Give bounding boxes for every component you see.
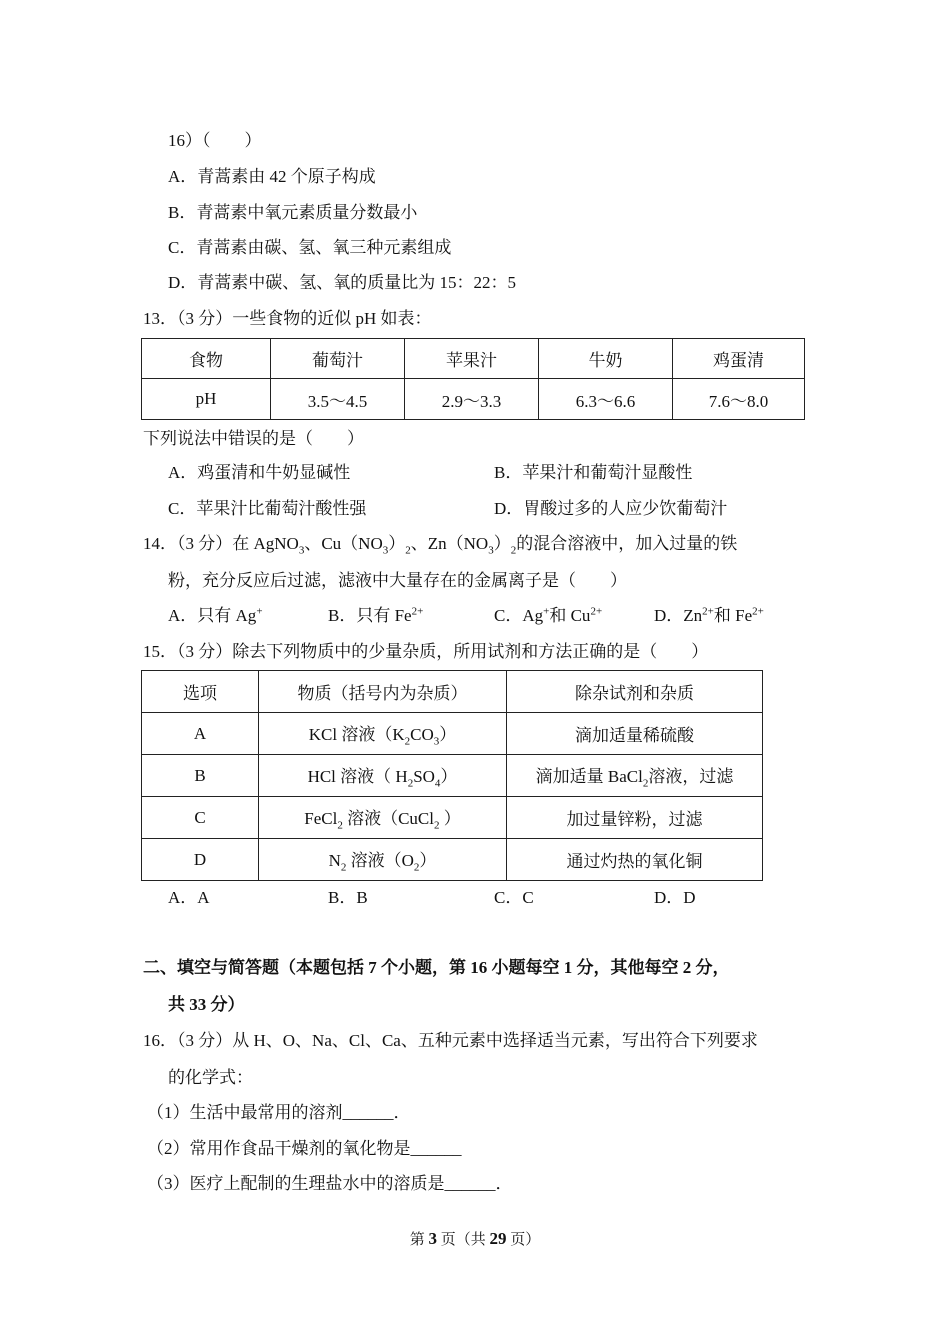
- q12-option-d: D．青蒿素中碳、氢、氧的质量比为 15：22：5: [168, 273, 517, 292]
- ph-table-cell: 7.6～8.0: [673, 379, 805, 420]
- total-pages: 29: [489, 1229, 507, 1248]
- q13-option-c: C．苹果汁比葡萄汁酸性强: [168, 499, 367, 518]
- q16-stem: 16．（3 分）从 H、O、Na、Cl、Ca、五种元素中选择适当元素，写出符合下列要求: [143, 1031, 758, 1050]
- table-row: [142, 755, 763, 797]
- table-row: [142, 839, 763, 881]
- q15-option-c: C．C: [494, 888, 534, 907]
- q16-sub-2: （2）常用作食品干燥剂的氧化物是______: [147, 1139, 462, 1158]
- page-footer: 第 3 页（共 29 页）: [409, 1229, 541, 1248]
- option-cell: B: [142, 755, 259, 797]
- q16-sub-3: （3）医疗上配制的生理盐水中的溶质是______．: [147, 1174, 513, 1193]
- q14-option-d: D．$Zn^{2+}$和 $Fe^{2+}$: [654, 605, 764, 625]
- q16-stem-line2: 的化学式：: [168, 1068, 253, 1087]
- impurity-table-header-cell: 物质（括号内为杂质）: [259, 671, 507, 713]
- ph-table-header-cell: 食物: [142, 339, 271, 379]
- ph-table-header-cell: 葡萄汁: [271, 339, 405, 379]
- ph-table-cell: 3.5～4.5: [271, 379, 405, 420]
- reagent-cell: 滴加适量 BaCl$_2$溶液，过滤: [507, 755, 763, 797]
- q15-option-a: A．A: [168, 888, 210, 907]
- table-row: [142, 797, 763, 839]
- option-cell: A: [142, 713, 259, 755]
- impurity-table-header-cell: 除杂试剂和杂质: [507, 671, 763, 713]
- reagent-cell: 滴加适量稀硫酸: [507, 713, 763, 755]
- q13-prompt: 下列说法中错误的是（ ）: [143, 429, 364, 448]
- q12-option-b: B．青蒿素中氧元素质量分数最小: [168, 203, 418, 222]
- substance-cell: $N_2$ 溶液$(O_2)$: [259, 839, 507, 881]
- impurity-table: [141, 670, 763, 881]
- q14-option-a: A．只有 Ag+: [168, 605, 263, 625]
- q12-continuation: 16）（ ）: [168, 131, 262, 150]
- q15-option-d: D．D: [654, 888, 696, 907]
- q14-stem: 14．（3 分）在 AgNO$_3$、$Cu(NO_3)_2$、$Zn(NO_3)_2$的混合溶液中，加入过量的铁: [143, 534, 738, 557]
- table-row: [142, 713, 763, 755]
- q12-option-a: A．青蒿素由 42 个原子构成: [168, 167, 376, 186]
- ph-table-cell: pH: [142, 379, 271, 420]
- reagent-cell: 加过量锌粉，过滤: [507, 797, 763, 839]
- ph-table-header-cell: 鸡蛋清: [673, 339, 805, 379]
- q13-stem: 13．（3 分）一些食物的近似 pH 如表：: [143, 309, 432, 328]
- option-cell: C: [142, 797, 259, 839]
- q13-option-d: D．胃酸过多的人应少饮葡萄汁: [494, 499, 728, 518]
- q13-option-a: A．鸡蛋清和牛奶显碱性: [168, 463, 351, 482]
- q16-sub-1: （1）生活中最常用的溶剂______．: [147, 1103, 411, 1122]
- section-2-title-line2: 共 33 分）: [168, 995, 245, 1014]
- reagent-cell: 通过灼热的氧化铜: [507, 839, 763, 881]
- page-number: 3: [428, 1229, 437, 1248]
- ph-table-cell: 2.9～3.3: [405, 379, 539, 420]
- q13-option-b: B．苹果汁和葡萄汁显酸性: [494, 463, 693, 482]
- q14-option-c: C．Ag+和 $Cu^{2+}$: [494, 605, 603, 625]
- ph-table-cell: 6.3～6.6: [539, 379, 673, 420]
- ph-table-header-cell: 苹果汁: [405, 339, 539, 379]
- section-2-title: 二、填空与简答题（本题包括 7 个小题，第 16 小题每空 1 分，其他每空 2 分，: [143, 958, 730, 977]
- q14-stem-line2: 粉，充分反应后过滤，滤液中大量存在的金属离子是（ ）: [168, 571, 627, 590]
- option-cell: D: [142, 839, 259, 881]
- substance-cell: KCl 溶液$(K_2CO_3)$: [259, 713, 507, 755]
- ph-table-header-cell: 牛奶: [539, 339, 673, 379]
- substance-cell: FeCl$_2$ 溶液（CuCl$_2$ ）: [259, 797, 507, 839]
- substance-cell: HCl 溶液（ $H_2SO_4$）: [259, 755, 507, 797]
- q15-stem: 15．（3 分）除去下列物质中的少量杂质，所用试剂和方法正确的是（ ）: [143, 642, 709, 661]
- q14-option-b: B．只有 $Fe^{2+}$: [328, 605, 424, 625]
- q15-option-b: B．B: [328, 888, 368, 907]
- impurity-table-header-cell: 选项: [142, 671, 259, 713]
- q12-option-c: C．青蒿素由碳、氢、氧三种元素组成: [168, 238, 452, 257]
- ph-table: [141, 338, 805, 420]
